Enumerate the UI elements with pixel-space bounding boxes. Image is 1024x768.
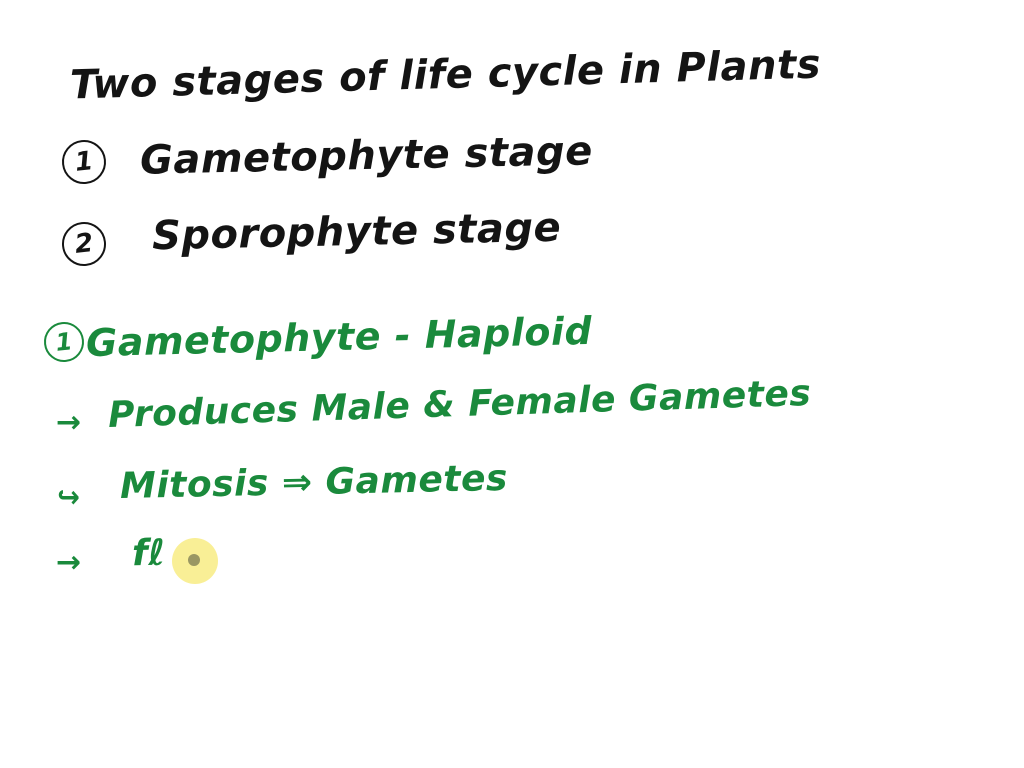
arrow-right-icon-2: → xyxy=(56,545,82,580)
list-marker-2: 2 xyxy=(60,220,108,268)
list-item-gametophyte-stage: Gametophyte stage xyxy=(139,128,594,184)
green-section-heading: Gametophyte - Haploid xyxy=(85,308,593,366)
note-title: Two stages of life cycle in Plants xyxy=(69,41,822,109)
green-bullet-partial-text: fℓ xyxy=(131,532,167,575)
list-marker-1: 1 xyxy=(60,138,108,186)
cursor-point xyxy=(188,554,200,566)
highlight-cursor[interactable] xyxy=(172,538,218,584)
arrow-right-icon: → xyxy=(56,405,82,440)
green-bullet-mitosis-gametes: Mitosis ⇒ Gametes xyxy=(119,457,509,508)
arrow-curved-icon: ↪ xyxy=(57,480,80,515)
green-section-marker: 1 xyxy=(42,320,86,364)
list-item-sporophyte-stage: Sporophyte stage xyxy=(151,204,562,260)
green-bullet-produces-gametes: Produces Male & Female Gametes xyxy=(107,372,812,437)
